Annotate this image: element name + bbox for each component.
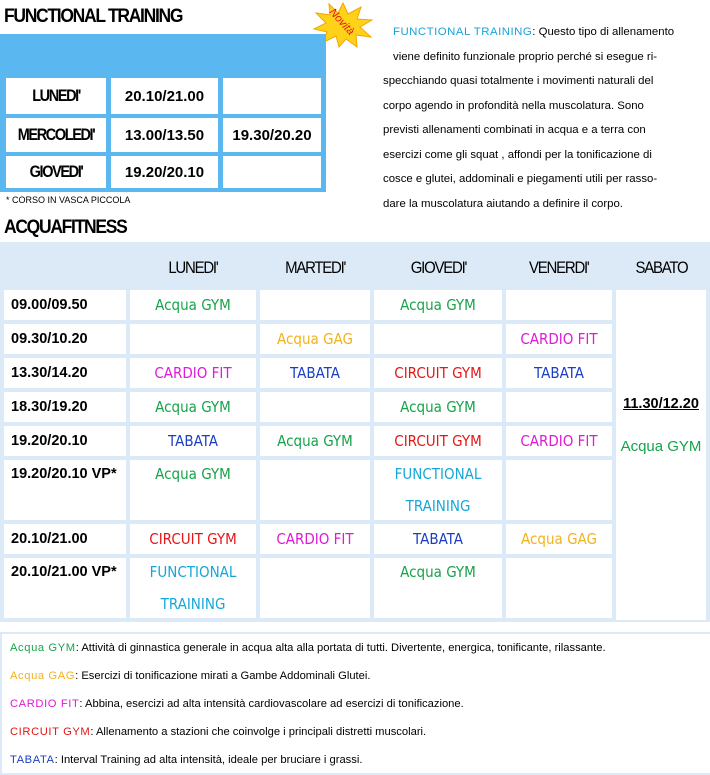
af-course-cell: CARDIO FIT — [506, 426, 612, 456]
af-course-cell — [260, 460, 370, 520]
af-day-header: SABATO — [635, 258, 687, 277]
ft-slot-cell: 19.30/20.20 — [223, 118, 321, 152]
af-course-cell: Acqua GYM — [130, 392, 256, 422]
ft-day-cell: GIOVEDI' — [6, 156, 106, 188]
af-course-cell: Acqua GYM — [130, 460, 256, 520]
af-course-cell: Acqua GAG — [260, 324, 370, 354]
af-course-cell — [374, 324, 502, 354]
ft-slot-cell: 19.20/20.10 — [111, 156, 218, 188]
af-course-line: FUNCTIONAL — [394, 465, 482, 483]
af-time-cell: 18.30/19.20 — [4, 392, 126, 422]
desc-line: previsti allenamenti combinati in acqua e a terra con — [383, 124, 646, 136]
acquafitness-title: ACQUAFITNESS — [4, 217, 127, 238]
af-course-cell: Acqua GYM — [374, 290, 502, 320]
af-course-line: TRAINING — [405, 497, 471, 515]
af-course-cell — [374, 460, 502, 520]
saturday-course: Acqua GYM — [620, 438, 702, 455]
af-time-cell: 09.30/10.20 — [4, 324, 126, 354]
legend-term: CIRCUIT GYM — [10, 726, 91, 738]
af-day-header: GIOVEDI' — [410, 258, 466, 277]
legend-term: Acqua GAG — [10, 670, 76, 682]
saturday-time: 11.30/12.20 — [623, 396, 699, 412]
af-course-cell: TABATA — [506, 358, 612, 388]
af-course-cell: CIRCUIT GYM — [374, 426, 502, 456]
desc-line: : Questo tipo di allenamento — [532, 26, 675, 38]
af-day-header: VENERDI' — [529, 258, 589, 277]
legend-item — [10, 754, 362, 766]
ft-slot-cell: 13.00/13.50 — [111, 118, 218, 152]
af-course-cell: CIRCUIT GYM — [130, 524, 256, 554]
legend-item — [10, 698, 464, 710]
af-course-cell: TABATA — [130, 426, 256, 456]
ft-slot-cell — [223, 156, 321, 188]
legend-term: Acqua GYM — [10, 642, 76, 654]
ft-slot-cell — [223, 78, 321, 114]
legend-text: : Abbina, esercizi ad alta intensità cardiovascolare ad esercizi di tonificazione. — [79, 698, 464, 710]
legend-item — [10, 670, 370, 682]
legend-term: TABATA — [10, 754, 55, 766]
af-course-cell — [506, 558, 612, 618]
ft-day-cell: LUNEDI' — [6, 78, 106, 114]
af-course-cell: CIRCUIT GYM — [374, 358, 502, 388]
legend-text: : Allenamento a stazioni che coinvolge i principali distretti muscolari. — [90, 726, 427, 738]
desc-line: dare la muscolatura aiutando a definire il corpo. — [383, 197, 623, 210]
af-course-cell: Acqua GYM — [374, 558, 502, 618]
desc-line: viene definito funzionale proprio perché si esegue ri- — [393, 50, 658, 63]
legend-text: : Esercizi di tonificazione mirati a Gambe Addominali Glutei. — [75, 670, 371, 682]
functional-training-table — [0, 34, 326, 192]
functional-description — [383, 20, 705, 216]
ft-day-cell: MERCOLEDI' — [6, 118, 106, 152]
af-course-cell: Acqua GYM — [130, 290, 256, 320]
ft-slot-cell: 20.10/21.00 — [111, 78, 218, 114]
legend-term: CARDIO FIT — [10, 698, 80, 710]
desc-line: corpo agendo in profondità nella muscolatura. Sono — [383, 99, 644, 112]
af-course-cell — [260, 392, 370, 422]
af-time-cell: 19.20/20.10 — [4, 426, 126, 456]
acquafitness-table — [0, 242, 710, 622]
af-course-line: TRAINING — [160, 595, 226, 613]
af-course-cell: Acqua GYM — [374, 392, 502, 422]
novita-label: Novità — [326, 6, 357, 38]
af-time-cell: 09.00/09.50 — [4, 290, 126, 320]
af-course-cell: CARDIO FIT — [260, 524, 370, 554]
af-course-cell — [130, 324, 256, 354]
legend-text: : Interval Training ad alta intensità, ideale per bruciare i grassi. — [54, 754, 363, 766]
af-day-header: LUNEDI' — [168, 258, 218, 277]
legend-text: : Attività di ginnastica generale in acqua alta alla portata di tutti. Divertente, energica, tonificante, rilassante. — [75, 642, 606, 654]
af-course-line: FUNCTIONAL — [149, 563, 237, 581]
desc-lead: FUNCTIONAL TRAINING — [393, 26, 533, 38]
af-time-cell: 13.30/14.20 — [4, 358, 126, 388]
af-course-cell: Acqua GAG — [506, 524, 612, 554]
functional-training-title: FUNCTIONAL TRAINING — [4, 6, 183, 27]
af-course-cell — [506, 290, 612, 320]
af-course-cell — [130, 558, 256, 618]
desc-line: cosce e glutei, addominali e piegamenti utili per rasso- — [383, 173, 658, 185]
af-course-cell — [260, 558, 370, 618]
af-time-cell: 19.20/20.10 VP* — [4, 460, 126, 520]
af-day-header: MARTEDI' — [284, 258, 346, 277]
af-course-cell: TABATA — [374, 524, 502, 554]
legend-item — [10, 642, 606, 654]
desc-line: esercizi come gli squat , affondi per la tonificazione di — [383, 148, 652, 161]
af-course-cell: CARDIO FIT — [506, 324, 612, 354]
desc-line: specchiando quasi totalmente i movimenti naturali del — [383, 75, 654, 87]
saturday-cell — [616, 290, 706, 620]
af-course-cell: Acqua GYM — [260, 426, 370, 456]
af-course-cell — [260, 290, 370, 320]
af-time-cell: 20.10/21.00 — [4, 524, 126, 554]
af-course-cell: TABATA — [260, 358, 370, 388]
af-course-cell: CARDIO FIT — [130, 358, 256, 388]
legend-item — [10, 726, 426, 738]
af-course-cell — [506, 460, 612, 520]
ft-note: * CORSO IN VASCA PICCOLA — [6, 195, 131, 205]
af-time-cell: 20.10/21.00 VP* — [4, 558, 126, 618]
af-course-cell — [506, 392, 612, 422]
course-legend — [0, 632, 710, 775]
